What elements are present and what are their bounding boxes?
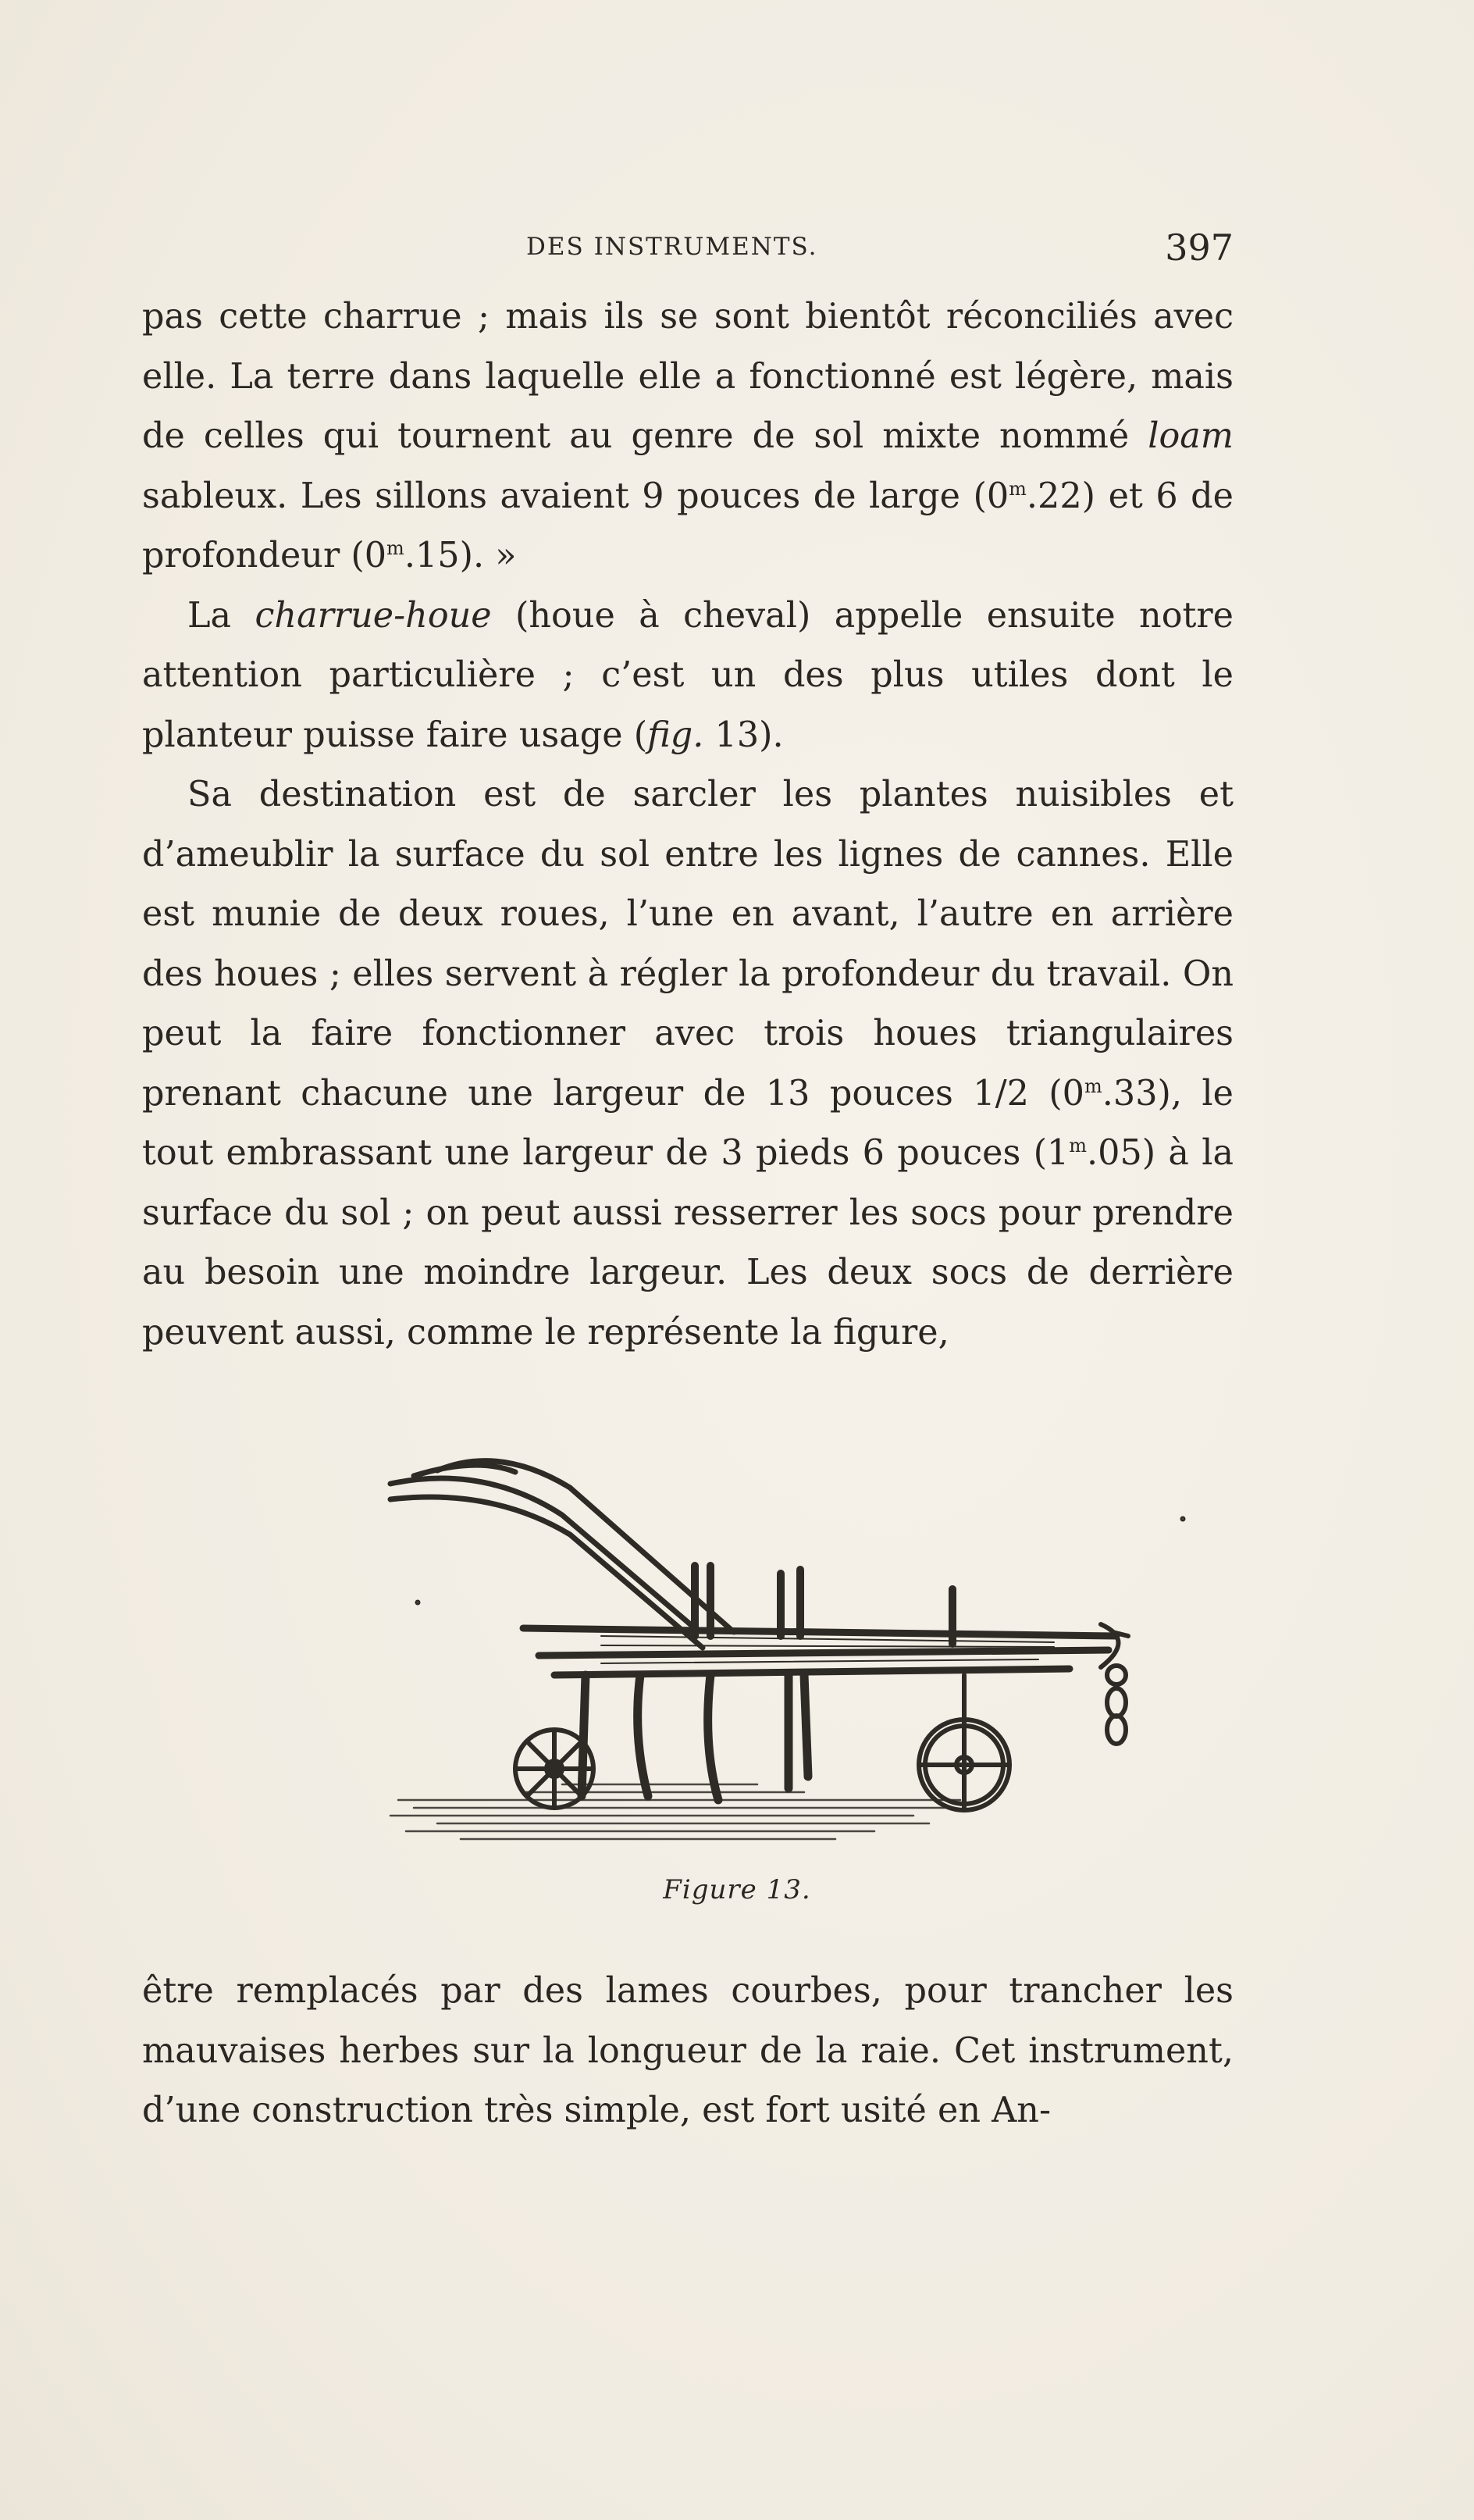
body-text-bottom [142, 1962, 1234, 2141]
running-title: DES INSTRUMENTS. [526, 233, 818, 261]
paragraph-continuation: pas cette charrue ; mais ils se sont bientôt réconciliés avec elle. La terre dans laquelle elle a fonctionné est légère, mais de celles qui tournent au genre de sol mixte nommé loam sableux. Les sillons avaient 9 pouces de large (0$^m$.22) et 6 de profondeur (0$^m$.15). » [142, 297, 1234, 576]
horse-hoe-engraving [367, 1441, 1195, 1855]
italic-term-charrue-houe: charrue-houe [255, 595, 492, 636]
body-text-top [142, 287, 1234, 1363]
figure-caption: Figure 13. [663, 1874, 811, 1905]
figure-reference: fig. [647, 715, 704, 755]
paragraph-after-figure: être remplacés par des lames courbes, pour trancher les mauvaises herbes sur la longueur de la raie. Cet instrument, d’une construction très simple, est fort usité en An- [142, 1971, 1234, 2130]
paragraph-destination: Sa destination est de sarcler les plantes nuisibles et d’ameublir la surface du sol entre les lignes de cannes. Elle est munie de deux roues, l’une en avant, l’autre en arrière des houes ; elles servent à régler la profondeur du travail. On peut la faire fonctionner avec trois houes triangulaires prenant chacune une largeur de 13 pouces 1/2 (0$^m$.33), le tout embrassant une largeur de 3 pieds 6 pouces (1$^m$.05) à la surface du sol ; on peut aussi resserrer les socs pour prendre au besoin une moindre largeur. Les deux socs de derrière peuvent aussi, comme le représente la figure, [142, 775, 1234, 1353]
paragraph-charrue-houe: La charrue-houe (houe à cheval) appelle ensuite notre attention particulière ; c’est un des plus utiles dont le planteur puisse faire usage (fig. 13). [142, 595, 1234, 755]
page-number: 397 [1165, 226, 1234, 269]
italic-term-loam: loam [1148, 416, 1234, 456]
page-header [142, 226, 1234, 273]
